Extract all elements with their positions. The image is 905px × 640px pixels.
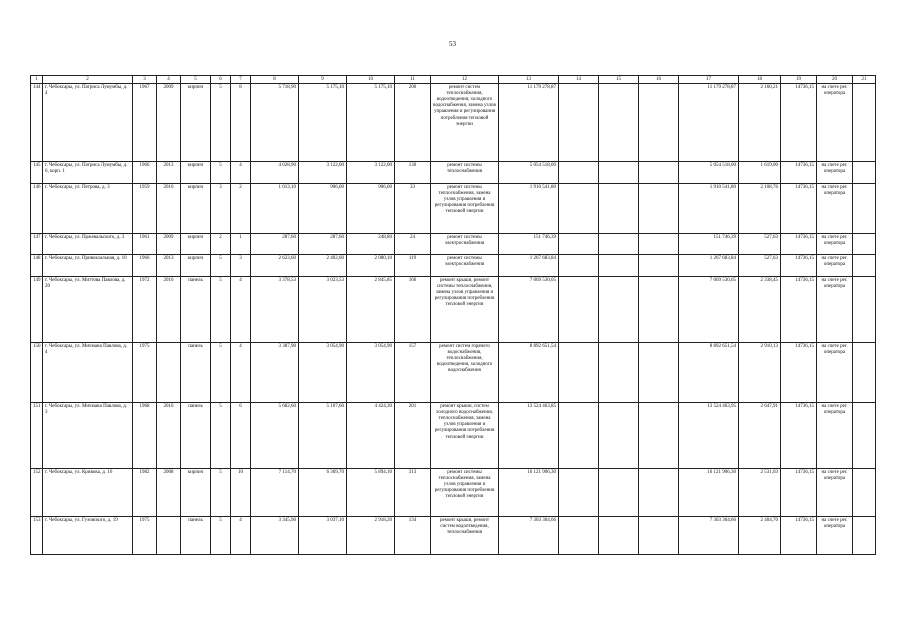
cell-col-20: на счете рег. оператора bbox=[817, 255, 853, 277]
cell-col-7: 4 bbox=[231, 517, 251, 555]
cell-col-12: ремонт крыши, ремонт системы теплоснабжения, замена узлов управления и регулирования потребления тепловой энергии bbox=[431, 277, 499, 343]
cell-col-2: г. Чебоксары, ул. Гузовского, д. 19 bbox=[43, 517, 133, 555]
empty-cell bbox=[559, 517, 599, 555]
column-number-cell: 5 bbox=[181, 76, 211, 84]
cell-col-13: 1 910 541,80 bbox=[499, 184, 559, 234]
empty-cell bbox=[639, 162, 679, 184]
cell-col-2: г. Чебоксары, ул. Патриса Лумумбы, д. 4 bbox=[43, 84, 133, 162]
cell-col-8: 4 028,90 bbox=[251, 162, 299, 184]
cell-col-7: 4 bbox=[231, 162, 251, 184]
cell-col-1: 153 bbox=[31, 517, 43, 555]
cell-col-10: 248,80 bbox=[347, 234, 395, 255]
cell-col-8: 5 718,90 bbox=[251, 84, 299, 162]
cell-col-5: кирпич bbox=[181, 255, 211, 277]
empty-cell bbox=[599, 184, 639, 234]
cell-col-19: 14736,15 bbox=[781, 403, 817, 469]
empty-cell bbox=[639, 84, 679, 162]
cell-col-7: 3 bbox=[231, 255, 251, 277]
empty-cell bbox=[853, 469, 876, 517]
empty-cell bbox=[639, 255, 679, 277]
empty-cell bbox=[599, 343, 639, 403]
column-number-cell: 9 bbox=[299, 76, 347, 84]
column-number-cell: 7 bbox=[231, 76, 251, 84]
page-number: 53 bbox=[449, 40, 456, 48]
cell-col-4: 2013 bbox=[157, 162, 181, 184]
empty-cell bbox=[559, 343, 599, 403]
table-row bbox=[31, 184, 876, 234]
column-number-cell: 6 bbox=[211, 76, 231, 84]
cell-col-10: 2 080,10 bbox=[347, 255, 395, 277]
cell-col-1: 145 bbox=[31, 162, 43, 184]
cell-col-1: 148 bbox=[31, 255, 43, 277]
cell-col-11: 119 bbox=[395, 255, 431, 277]
table-row bbox=[31, 84, 876, 162]
column-number-cell: 20 bbox=[817, 76, 853, 84]
cell-col-13: 7 303 304,66 bbox=[499, 517, 559, 555]
empty-cell bbox=[853, 84, 876, 162]
cell-col-20: на счете рег. оператора bbox=[817, 517, 853, 555]
empty-cell bbox=[639, 403, 679, 469]
cell-col-4: 2009 bbox=[157, 84, 181, 162]
cell-col-13: 7 069 530,05 bbox=[499, 277, 559, 343]
cell-col-8: 2 623,60 bbox=[251, 255, 299, 277]
cell-col-12: ремонт систем теплоснабжения, водоотведения, холодного водоснабжения, замена узлов управления и регулирования потребления тепловой энергии bbox=[431, 84, 499, 162]
cell-col-3: 1975 bbox=[133, 343, 157, 403]
cell-col-13: 16 121 906,30 bbox=[499, 469, 559, 517]
cell-col-10: 2 918,20 bbox=[347, 517, 395, 555]
cell-col-5: кирпич bbox=[181, 184, 211, 234]
cell-col-18: 2 338,45 bbox=[739, 277, 781, 343]
cell-col-20: на счете рег. оператора bbox=[817, 184, 853, 234]
cell-col-19: 14736,15 bbox=[781, 517, 817, 555]
table-row bbox=[31, 469, 876, 517]
cell-col-8: 5 682,60 bbox=[251, 403, 299, 469]
cell-col-1: 150 bbox=[31, 343, 43, 403]
empty-cell bbox=[853, 234, 876, 255]
column-number-cell: 19 bbox=[781, 76, 817, 84]
cell-col-10: 5 175,10 bbox=[347, 84, 395, 162]
housing-repair-table bbox=[30, 75, 876, 555]
cell-col-2: г. Чебоксары, ул. Пржевальского, д. 3 bbox=[43, 234, 133, 255]
cell-col-6: 5 bbox=[211, 162, 231, 184]
cell-col-10: 4 424,30 bbox=[347, 403, 395, 469]
cell-col-7: 8 bbox=[231, 84, 251, 162]
cell-col-11: 166 bbox=[395, 277, 431, 343]
cell-col-19: 14736,15 bbox=[781, 277, 817, 343]
cell-col-17: 1 910 541,80 bbox=[679, 184, 739, 234]
cell-col-12: ремонт системы электроснабжения bbox=[431, 255, 499, 277]
column-number-cell: 2 bbox=[43, 76, 133, 84]
cell-col-4: 2009 bbox=[157, 234, 181, 255]
table-row bbox=[31, 255, 876, 277]
column-number-cell: 16 bbox=[639, 76, 679, 84]
cell-col-5: кирпич bbox=[181, 84, 211, 162]
column-number-row bbox=[31, 76, 876, 84]
column-number-cell: 3 bbox=[133, 76, 157, 84]
cell-col-5: панель bbox=[181, 403, 211, 469]
empty-cell bbox=[599, 403, 639, 469]
cell-col-3: 1972 bbox=[133, 277, 157, 343]
cell-col-11: 33 bbox=[395, 184, 431, 234]
table-row bbox=[31, 517, 876, 555]
cell-col-17: 8 892 651,54 bbox=[679, 343, 739, 403]
cell-col-3: 1959 bbox=[133, 184, 157, 234]
cell-col-5: кирпич bbox=[181, 234, 211, 255]
cell-col-20: на счете рег. оператора bbox=[817, 234, 853, 255]
cell-col-13: 5 054 518,00 bbox=[499, 162, 559, 184]
cell-col-13: 1 267 683,84 bbox=[499, 255, 559, 277]
cell-col-11: 313 bbox=[395, 469, 431, 517]
cell-col-1: 144 bbox=[31, 84, 43, 162]
cell-col-9: 3 054,90 bbox=[299, 343, 347, 403]
cell-col-7: 1 bbox=[231, 234, 251, 255]
empty-cell bbox=[599, 234, 639, 255]
cell-col-9: 2 402,60 bbox=[299, 255, 347, 277]
cell-col-20: на счете рег. оператора bbox=[817, 84, 853, 162]
cell-col-3: 1961 bbox=[133, 234, 157, 255]
empty-cell bbox=[853, 517, 876, 555]
cell-col-4: 2016 bbox=[157, 277, 181, 343]
cell-col-10: 5 894,10 bbox=[347, 469, 395, 517]
cell-col-4: 2013 bbox=[157, 255, 181, 277]
column-number-cell: 11 bbox=[395, 76, 431, 84]
column-number-cell: 18 bbox=[739, 76, 781, 84]
cell-col-12: ремонт системы электроснабжения bbox=[431, 234, 499, 255]
empty-cell bbox=[853, 162, 876, 184]
cell-col-6: 5 bbox=[211, 255, 231, 277]
cell-col-11: 157 bbox=[395, 343, 431, 403]
empty-cell bbox=[853, 255, 876, 277]
cell-col-17: 5 054 518,00 bbox=[679, 162, 739, 184]
cell-col-17: 11 179 278,87 bbox=[679, 84, 739, 162]
empty-cell bbox=[639, 277, 679, 343]
cell-col-5: кирпич bbox=[181, 469, 211, 517]
cell-col-1: 152 bbox=[31, 469, 43, 517]
cell-col-9: 3 037,10 bbox=[299, 517, 347, 555]
cell-col-13: 8 892 651,54 bbox=[499, 343, 559, 403]
table-row bbox=[31, 343, 876, 403]
cell-col-3: 1966 bbox=[133, 162, 157, 184]
column-number-cell: 14 bbox=[559, 76, 599, 84]
cell-col-8: 3 378,53 bbox=[251, 277, 299, 343]
table-row bbox=[31, 403, 876, 469]
column-number-cell: 21 bbox=[853, 76, 876, 84]
cell-col-18: 2 531,03 bbox=[739, 469, 781, 517]
cell-col-20: на счете рег. оператора bbox=[817, 343, 853, 403]
cell-col-2: г. Чебоксары, ул. Миттова Павлова, д. 20 bbox=[43, 277, 133, 343]
cell-col-18: 2 404,70 bbox=[739, 517, 781, 555]
cell-col-3: 1982 bbox=[133, 469, 157, 517]
column-number-cell: 15 bbox=[599, 76, 639, 84]
cell-col-11: 200 bbox=[395, 84, 431, 162]
cell-col-5: кирпич bbox=[181, 162, 211, 184]
empty-cell bbox=[599, 162, 639, 184]
cell-col-9: 3 122,00 bbox=[299, 162, 347, 184]
empty-cell bbox=[599, 255, 639, 277]
column-number-cell: 1 bbox=[31, 76, 43, 84]
cell-col-9: 287,60 bbox=[299, 234, 347, 255]
column-number-cell: 8 bbox=[251, 76, 299, 84]
column-number-cell: 17 bbox=[679, 76, 739, 84]
cell-col-1: 146 bbox=[31, 184, 43, 234]
cell-col-2: г. Чебоксары, ул. Мичмана Павлова, д. 3 bbox=[43, 403, 133, 469]
cell-col-6: 5 bbox=[211, 343, 231, 403]
cell-col-1: 147 bbox=[31, 234, 43, 255]
cell-col-5: панель bbox=[181, 277, 211, 343]
empty-cell bbox=[639, 517, 679, 555]
cell-col-19: 14736,15 bbox=[781, 234, 817, 255]
cell-col-7: 10 bbox=[231, 469, 251, 517]
cell-col-12: ремонт крыши, систем холодного водоснабжения, теплоснабжения, замена узлов управления и регулирования потребления тепловой энергии bbox=[431, 403, 499, 469]
cell-col-9: 906,00 bbox=[299, 184, 347, 234]
cell-col-4 bbox=[157, 517, 181, 555]
cell-col-17: 16 121 906,30 bbox=[679, 469, 739, 517]
cell-col-20: на счете рег. оператора bbox=[817, 277, 853, 343]
cell-col-1: 149 bbox=[31, 277, 43, 343]
cell-col-12: ремонт системы теплоснабжения bbox=[431, 162, 499, 184]
column-number-cell: 13 bbox=[499, 76, 559, 84]
cell-col-3: 1966 bbox=[133, 255, 157, 277]
empty-cell bbox=[599, 469, 639, 517]
cell-col-2: г. Чебоксары, ул. Кривова, д. 16 bbox=[43, 469, 133, 517]
cell-col-7: 4 bbox=[231, 343, 251, 403]
cell-col-3: 1968 bbox=[133, 403, 157, 469]
empty-cell bbox=[599, 517, 639, 555]
cell-col-19: 14736,15 bbox=[781, 162, 817, 184]
table-row bbox=[31, 277, 876, 343]
cell-col-18: 2 160,21 bbox=[739, 84, 781, 162]
empty-cell bbox=[559, 162, 599, 184]
cell-col-11: 24 bbox=[395, 234, 431, 255]
empty-cell bbox=[559, 234, 599, 255]
cell-col-18: 2 647,91 bbox=[739, 403, 781, 469]
cell-col-20: на счете рег. оператора bbox=[817, 162, 853, 184]
cell-col-6: 5 bbox=[211, 469, 231, 517]
cell-col-10: 906,00 bbox=[347, 184, 395, 234]
cell-col-18: 527,63 bbox=[739, 234, 781, 255]
cell-col-18: 1 619,00 bbox=[739, 162, 781, 184]
cell-col-12: ремонт крыши, ремонт систем водоотведения, теплоснабжения bbox=[431, 517, 499, 555]
cell-col-7: 2 bbox=[231, 184, 251, 234]
empty-cell bbox=[559, 84, 599, 162]
cell-col-4: 2008 bbox=[157, 469, 181, 517]
empty-cell bbox=[853, 277, 876, 343]
cell-col-2: г. Чебоксары, ул. Мичмана Павлова, д. 4 bbox=[43, 343, 133, 403]
empty-cell bbox=[559, 255, 599, 277]
cell-col-11: 130 bbox=[395, 162, 431, 184]
cell-col-10: 3 122,00 bbox=[347, 162, 395, 184]
cell-col-3: 1967 bbox=[133, 84, 157, 162]
empty-cell bbox=[639, 234, 679, 255]
empty-cell bbox=[559, 184, 599, 234]
cell-col-17: 151 746,39 bbox=[679, 234, 739, 255]
cell-col-19: 14736,15 bbox=[781, 184, 817, 234]
cell-col-18: 2 108,76 bbox=[739, 184, 781, 234]
cell-col-4: 2016 bbox=[157, 184, 181, 234]
cell-col-9: 6 369,70 bbox=[299, 469, 347, 517]
cell-col-11: 201 bbox=[395, 403, 431, 469]
empty-cell bbox=[599, 277, 639, 343]
table-row bbox=[31, 234, 876, 255]
cell-col-13: 13 524 463,85 bbox=[499, 403, 559, 469]
cell-col-4 bbox=[157, 343, 181, 403]
cell-col-5: панель bbox=[181, 343, 211, 403]
cell-col-20: на счете рег. оператора bbox=[817, 403, 853, 469]
column-number-cell: 10 bbox=[347, 76, 395, 84]
cell-col-19: 14736,15 bbox=[781, 343, 817, 403]
cell-col-9: 5 107,60 bbox=[299, 403, 347, 469]
cell-col-10: 3 054,90 bbox=[347, 343, 395, 403]
empty-cell bbox=[853, 184, 876, 234]
cell-col-19: 14736,15 bbox=[781, 469, 817, 517]
empty-cell bbox=[559, 469, 599, 517]
cell-col-12: ремонт систем горячего водоснабжения, теплоснабжения, водоотведения, холодного водоснабжения bbox=[431, 343, 499, 403]
cell-col-18: 2 910,13 bbox=[739, 343, 781, 403]
cell-col-12: ремонт системы теплоснабжения, замена узлов управления и регулирования потребления тепловой энергии bbox=[431, 184, 499, 234]
cell-col-3: 1975 bbox=[133, 517, 157, 555]
cell-col-8: 3 387,90 bbox=[251, 343, 299, 403]
cell-col-6: 5 bbox=[211, 517, 231, 555]
empty-cell bbox=[853, 403, 876, 469]
cell-col-17: 1 267 683,84 bbox=[679, 255, 739, 277]
cell-col-6: 3 bbox=[211, 184, 231, 234]
column-number-cell: 4 bbox=[157, 76, 181, 84]
empty-cell bbox=[639, 184, 679, 234]
cell-col-8: 1 013,10 bbox=[251, 184, 299, 234]
empty-cell bbox=[559, 277, 599, 343]
cell-col-9: 5 175,10 bbox=[299, 84, 347, 162]
cell-col-11: 134 bbox=[395, 517, 431, 555]
column-number-cell: 12 bbox=[431, 76, 499, 84]
cell-col-8: 287,60 bbox=[251, 234, 299, 255]
cell-col-10: 2 845,85 bbox=[347, 277, 395, 343]
empty-cell bbox=[599, 84, 639, 162]
cell-col-5: панель bbox=[181, 517, 211, 555]
table-row bbox=[31, 162, 876, 184]
cell-col-6: 5 bbox=[211, 277, 231, 343]
cell-col-12: ремонт системы теплоснабжения, замена узлов управления и регулирования потребления тепловой энергии bbox=[431, 469, 499, 517]
cell-col-19: 14736,15 bbox=[781, 84, 817, 162]
cell-col-6: 2 bbox=[211, 234, 231, 255]
cell-col-17: 13 524 463,95 bbox=[679, 403, 739, 469]
cell-col-17: 7 069 530,05 bbox=[679, 277, 739, 343]
cell-col-13: 151 746,39 bbox=[499, 234, 559, 255]
cell-col-13: 11 179 278,87 bbox=[499, 84, 559, 162]
cell-col-1: 151 bbox=[31, 403, 43, 469]
empty-cell bbox=[639, 469, 679, 517]
empty-cell bbox=[639, 343, 679, 403]
cell-col-4: 2016 bbox=[157, 403, 181, 469]
empty-cell bbox=[853, 343, 876, 403]
cell-col-6: 5 bbox=[211, 84, 231, 162]
cell-col-6: 5 bbox=[211, 403, 231, 469]
cell-col-18: 527,63 bbox=[739, 255, 781, 277]
cell-col-19: 14736,15 bbox=[781, 255, 817, 277]
cell-col-8: 3 345,90 bbox=[251, 517, 299, 555]
cell-col-7: 4 bbox=[231, 277, 251, 343]
cell-col-2: г. Чебоксары, ул. Привокзальная, д. 10 bbox=[43, 255, 133, 277]
cell-col-2: г. Чебоксары, ул. Петрова, д. 3 bbox=[43, 184, 133, 234]
cell-col-7: 6 bbox=[231, 403, 251, 469]
cell-col-8: 7 114,70 bbox=[251, 469, 299, 517]
cell-col-9: 3 023,53 bbox=[299, 277, 347, 343]
cell-col-17: 7 303 304,66 bbox=[679, 517, 739, 555]
cell-col-2: г. Чебоксары, ул. Патриса Лумумбы, д. 6, корп. 1 bbox=[43, 162, 133, 184]
cell-col-20: на счете рег. оператора bbox=[817, 469, 853, 517]
empty-cell bbox=[559, 403, 599, 469]
